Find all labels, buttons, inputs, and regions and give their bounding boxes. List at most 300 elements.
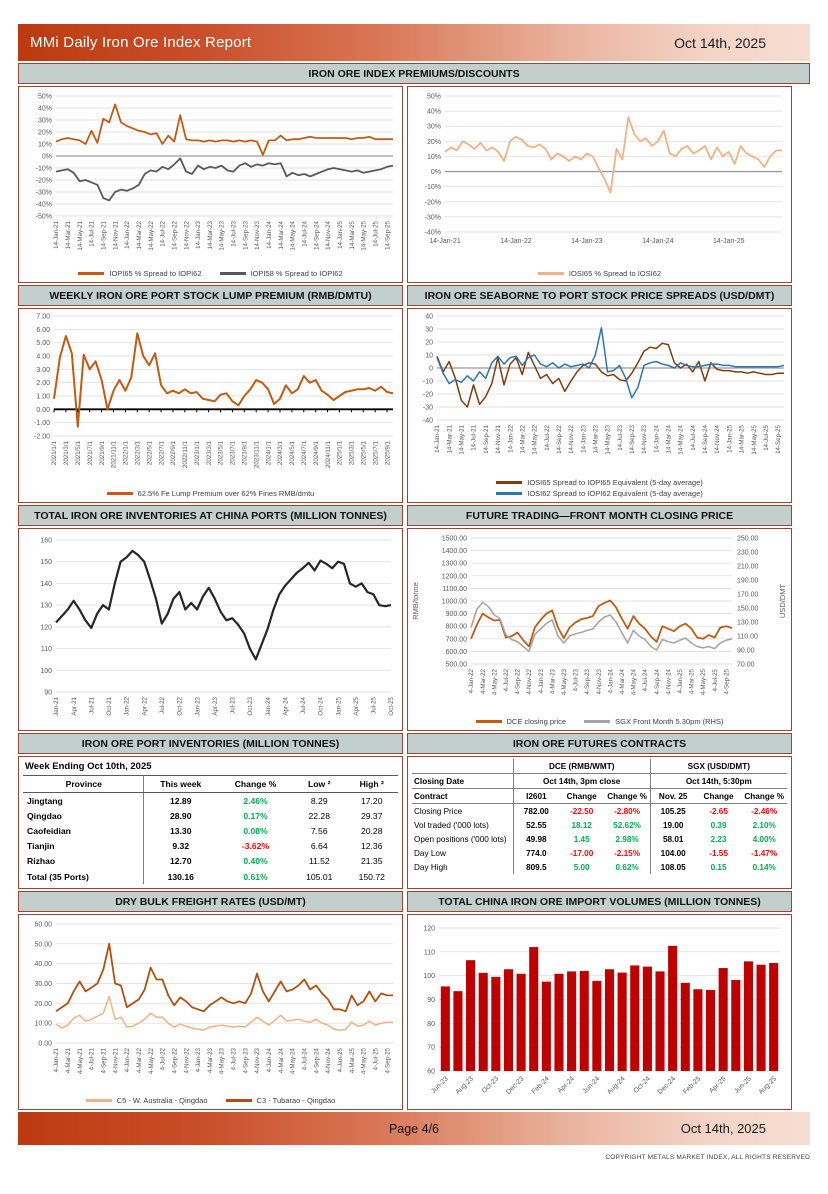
x-tick-label: 4-Jul-24 [642, 669, 650, 692]
report-page [0, 24, 828, 1161]
legend-label: IOSI65 % Spread to IOSI62 [568, 269, 662, 278]
x-tick-label: 14-Jul-21 [470, 425, 478, 451]
import-bar [542, 982, 551, 1071]
legend-label: C5 - W. Australia - Qingdao [116, 1096, 208, 1105]
x-tick-label: 4-May-23 [218, 1048, 226, 1075]
change-cell: 0.17% [243, 810, 268, 821]
section-header-inventories [18, 505, 403, 526]
x-tick-label: 4-May-23 [561, 669, 568, 696]
futures-canvas [409, 530, 790, 708]
svg-text:40.00: 40.00 [34, 961, 52, 969]
legend-label: 62.5% Fe Lump Premium over 62% Fines RMB/dmtu [137, 489, 315, 498]
svg-text:20.00: 20.00 [34, 1000, 52, 1008]
import-bar [580, 971, 589, 1071]
svg-text:110.00: 110.00 [737, 633, 758, 641]
closing-date-value: Oct 14th, 5:30pm [650, 774, 787, 789]
x-tick-label: 14-Jan-24 [642, 238, 674, 245]
lump-premium-chart-panel [18, 308, 403, 503]
legend-item-iosi65-spread-to-iosi62 [538, 269, 661, 278]
x-tick-label: 2022/3/1 [134, 441, 142, 466]
import-bar [491, 977, 500, 1071]
svg-text:1400.00: 1400.00 [441, 548, 467, 556]
iosi-spread-chart-panel [407, 86, 792, 283]
futures-table-row [412, 846, 787, 860]
dce-value: 809.5 [513, 860, 559, 874]
series-c3-tubarao-qingdao [56, 944, 393, 1012]
x-tick-label: 14-Jan-25 [336, 221, 344, 249]
svg-text:-20%: -20% [35, 177, 52, 185]
legend-item-sgx-front-month-5-30pm-rhs [584, 717, 723, 726]
x-tick-label: 4-Jan-24 [607, 669, 615, 694]
dce-value: 49.98 [513, 832, 559, 846]
import-bar [504, 969, 513, 1071]
x-tick-label: 14-Sep-21 [482, 425, 490, 454]
x-tick-label: 4-May-24 [630, 669, 638, 696]
seaborne-spread-legend [496, 478, 703, 501]
x-tick-label: 4-Jul-24 [301, 1048, 309, 1071]
closing-date-value: Oct 14th, 3pm close [513, 774, 650, 789]
svg-text:10%: 10% [426, 153, 441, 161]
import-bar [567, 971, 576, 1071]
svg-text:2.00: 2.00 [36, 380, 50, 388]
x-tick-label: 2021/9/1 [98, 441, 106, 466]
x-tick-label: Jul-23 [229, 697, 237, 714]
x-tick-label: Oct-21 [106, 697, 114, 716]
x-tick-label: 14-Sep-25 [384, 221, 392, 250]
x-tick-label: 14-Jul-23 [616, 425, 624, 451]
import-bar [554, 974, 563, 1071]
x-tick-label: 4-Jul-21 [88, 1048, 96, 1071]
y2-axis-title: USD/DMT [778, 583, 787, 619]
this-week-cell: 9.32 [172, 841, 190, 852]
x-tick-label: 2022/5/1 [146, 441, 154, 466]
x-tick-label: 2024/11/1 [324, 441, 332, 469]
x-tick-label: 4-Sep-24 [653, 669, 661, 695]
svg-text:1.00: 1.00 [36, 393, 50, 401]
y-axis-title: RMB/tonne [411, 582, 420, 620]
x-tick-label: 2022/7/1 [158, 441, 166, 466]
inventories-chart-panel [18, 528, 403, 731]
x-tick-label: 14-Mar-21 [65, 221, 73, 250]
row-label: Day Low [414, 848, 446, 858]
svg-text:-40: -40 [422, 417, 433, 425]
x-tick-label: 4-Sep-22 [514, 669, 522, 695]
svg-text:5.00: 5.00 [36, 340, 50, 348]
import-bar [529, 947, 538, 1071]
freight-chart [20, 916, 401, 1087]
x-tick-label: 14-Jul-24 [689, 425, 697, 451]
legend-swatch [220, 272, 246, 275]
section-title: IRON ORE FUTURES CONTRACTS [512, 737, 687, 750]
section-header-freight [18, 891, 403, 912]
svg-text:120: 120 [423, 925, 435, 933]
sgx-value: -2.65 [709, 806, 728, 816]
svg-text:170.00: 170.00 [737, 591, 759, 599]
x-tick-label: 2024/9/1 [312, 441, 320, 466]
x-tick-label: 4-Jan-23 [537, 669, 545, 694]
futures-table-row [412, 860, 787, 874]
port-inventories-table [23, 776, 398, 884]
province-cell: Caofeidian [23, 823, 143, 838]
x-tick-label: 4-Nov-21 [112, 1048, 120, 1074]
x-tick-label: 2021/3/1 [63, 441, 71, 466]
x-tick-label: 14-Nov-21 [495, 425, 503, 454]
svg-text:140: 140 [40, 580, 52, 588]
x-tick-label: 14-May-23 [604, 425, 612, 455]
iopi-spread-legend [78, 269, 342, 281]
svg-text:1200.00: 1200.00 [441, 573, 467, 581]
report-header [18, 24, 810, 61]
svg-text:1100.00: 1100.00 [442, 585, 467, 593]
dce-value: 5.00 [573, 862, 590, 872]
legend-swatch [476, 720, 502, 723]
svg-text:80: 80 [427, 1020, 435, 1028]
import-bar [517, 974, 526, 1071]
svg-text:600.00: 600.00 [445, 648, 467, 656]
inventories-canvas [20, 530, 401, 728]
sgx-value: -2.46% [751, 806, 778, 816]
import-bar [605, 969, 614, 1071]
x-tick-label: 14-Jan-24 [266, 221, 274, 249]
x-tick-label: 4-Jan-24 [266, 1048, 274, 1073]
futures-chart-legend [476, 717, 724, 729]
import-bar [453, 991, 462, 1071]
x-tick-label: 2022/9/1 [170, 441, 178, 466]
svg-text:40%: 40% [37, 105, 52, 113]
x-tick-label: 4-May-22 [491, 669, 499, 696]
row-label: Vol traded ('000 lots) [414, 820, 489, 830]
svg-text:-20%: -20% [424, 199, 441, 207]
legend-item-iopi65-spread-to-iopi62 [78, 269, 201, 278]
futures-table-row [412, 818, 787, 832]
svg-text:50.00: 50.00 [34, 941, 52, 949]
x-tick-label: 2025/1/1 [336, 441, 344, 466]
x-tick-label: Dec-24 [656, 1075, 678, 1096]
svg-text:10%: 10% [37, 141, 52, 149]
svg-text:-10%: -10% [35, 165, 52, 173]
high-cell: 29.37 [360, 810, 383, 821]
low-cell: 8.29 [310, 795, 328, 806]
x-tick-label: 14-Nov-23 [254, 221, 262, 250]
port-table-row [23, 869, 398, 884]
series-iosi65-spread-to-iosi62 [445, 117, 782, 193]
contract-label: Contract [412, 789, 513, 804]
week-ending-label: Week Ending Oct 10th, 2025 [23, 759, 398, 776]
x-tick-label: Oct-23 [480, 1075, 501, 1095]
section-title: IRON ORE SEABORNE TO PORT STOCK PRICE SPREADS (USD/DMT) [424, 289, 775, 302]
svg-text:90: 90 [44, 689, 52, 697]
x-tick-label: 14-Jan-24 [653, 425, 661, 453]
x-tick-label: 2023/3/1 [205, 441, 213, 466]
section-header-futures-table [407, 733, 792, 754]
import-bar [693, 989, 702, 1071]
import-bar [744, 961, 753, 1071]
series-62-5-fe-lump-premium-over-62-fines-rmb-dmtu [54, 333, 393, 426]
dce-value: -17.00 [570, 848, 594, 858]
svg-text:0%: 0% [41, 153, 52, 161]
x-tick-label: 14-May-24 [677, 425, 685, 455]
x-tick-label: Apr-23 [211, 697, 219, 716]
x-tick-label: 4-Jan-22 [124, 1048, 132, 1073]
sgx-value: 4.00% [752, 834, 776, 844]
svg-text:-10%: -10% [424, 184, 441, 192]
empty-cell [412, 759, 513, 774]
x-tick-label: 14-May-21 [76, 221, 84, 251]
x-tick-label: 14-May-24 [289, 221, 297, 251]
x-tick-label: Jan-24 [264, 697, 272, 716]
port-table-row [23, 839, 398, 854]
lump-canvas [20, 310, 401, 482]
svg-text:-30%: -30% [424, 214, 441, 222]
x-tick-label: Oct-25 [388, 697, 396, 716]
x-tick-label: 14-Jan-22 [507, 425, 515, 453]
iosi-spread-legend [538, 269, 661, 281]
sgx-value: 0.39 [710, 820, 727, 830]
x-tick-label: 4-Nov-24 [665, 669, 673, 695]
svg-text:60.00: 60.00 [34, 921, 52, 929]
x-tick-label: 4-Mar-25 [688, 669, 696, 695]
change-cell: 0.08% [243, 825, 268, 836]
x-tick-label: 14-Sep-23 [629, 425, 637, 454]
row-label: Day High [414, 862, 448, 872]
sgx-value: 108.05 [650, 860, 696, 874]
legend-item-c3-tubarao-qingdao [226, 1096, 336, 1105]
x-tick-label: Apr-24 [556, 1075, 577, 1095]
x-tick-label: 4-Nov-22 [183, 1048, 191, 1074]
section-title: TOTAL IRON ORE INVENTORIES AT CHINA PORTS (MILLION TONNES) [34, 509, 387, 522]
x-tick-label: 14-Jan-25 [726, 425, 734, 453]
series-sgx-front-month-5-30pm-rhs [471, 602, 732, 651]
x-tick-label: 14-Sep-24 [313, 221, 321, 250]
x-tick-label: 2021/5/1 [74, 441, 82, 466]
x-tick-label: 14-Jan-23 [571, 238, 603, 245]
section-header-imports [407, 891, 792, 912]
x-tick-label: 4-May-21 [76, 1048, 84, 1075]
import-bar [706, 990, 715, 1071]
footer-date: Oct 14th, 2025 [680, 1121, 766, 1136]
sgx-value: 0.14% [752, 862, 776, 872]
port-col-header: Province [23, 776, 143, 793]
dce-value: 782.00 [513, 804, 559, 819]
x-tick-label: Jan-22 [123, 697, 131, 716]
legend-swatch [226, 1099, 252, 1102]
series-dce-closing-price [471, 600, 732, 646]
freight-chart-legend [86, 1096, 336, 1108]
x-tick-label: 4-Sep-25 [384, 1048, 392, 1074]
x-tick-label: 14-May-23 [218, 221, 226, 251]
x-tick-label: 14-Jul-22 [543, 425, 551, 451]
x-tick-label: 14-Jul-22 [159, 221, 167, 247]
futures-table-row [412, 832, 787, 846]
svg-text:110: 110 [423, 949, 435, 957]
lump-premium-chart [20, 310, 401, 482]
svg-text:120: 120 [40, 624, 52, 632]
x-tick-label: Feb-24 [530, 1075, 551, 1096]
x-tick-label: 14-May-22 [147, 221, 155, 251]
svg-text:50%: 50% [426, 93, 441, 101]
change-header: Change [559, 789, 605, 804]
legend-item-iosi65-spread-to-iopi65-equivalent-5-day-average [496, 478, 703, 487]
svg-text:-40%: -40% [35, 201, 52, 209]
x-tick-label: 14-May-25 [750, 425, 758, 455]
seaborne-spread-chart [409, 310, 790, 466]
change-cell: 0.40% [243, 856, 268, 867]
svg-text:1300.00: 1300.00 [441, 560, 467, 568]
change-header: Change [696, 789, 742, 804]
import-bar [719, 968, 728, 1071]
x-tick-label: 14-Mar-22 [519, 425, 527, 454]
x-tick-label: Jun-24 [581, 1075, 602, 1096]
x-tick-label: 2021/11/1 [110, 441, 118, 469]
x-tick-label: 14-Jul-23 [230, 221, 238, 247]
province-cell: Rizhao [23, 854, 143, 869]
x-tick-label: 14-Jan-22 [500, 238, 532, 245]
series-iopi65-spread-to-iopi62 [56, 104, 393, 154]
section-header-seaborne [407, 285, 792, 306]
x-tick-label: 4-Nov-23 [595, 669, 603, 695]
x-tick-label: Jun-23 [430, 1075, 450, 1096]
x-tick-label: 4-Nov-24 [325, 1048, 333, 1074]
svg-text:7.00: 7.00 [36, 313, 50, 321]
series-c5-w-australia-qingdao [56, 996, 393, 1030]
svg-text:190.00: 190.00 [737, 577, 759, 585]
svg-text:50%: 50% [37, 93, 52, 101]
section-header-port-table [18, 733, 403, 754]
freight-canvas [20, 916, 401, 1087]
sgx-value: 2.10% [752, 820, 776, 830]
x-tick-label: 14-Sep-23 [242, 221, 250, 250]
svg-text:210.00: 210.00 [737, 563, 759, 571]
svg-text:20: 20 [425, 339, 433, 347]
change-cell: -3.62% [241, 841, 270, 852]
x-tick-label: 14-May-22 [531, 425, 539, 455]
sgx-value: 105.25 [650, 804, 696, 819]
legend-label: SGX Front Month 5.30pm (RHS) [615, 717, 724, 726]
x-tick-label: 4-Jul-22 [159, 1048, 167, 1071]
x-tick-label: 4-Mar-22 [135, 1048, 143, 1074]
svg-text:40%: 40% [426, 108, 441, 116]
port-col-header: Low ² [293, 776, 346, 793]
x-tick-label: 2023/7/1 [229, 441, 237, 466]
import-bar [757, 965, 766, 1071]
svg-text:20%: 20% [426, 138, 441, 146]
svg-text:0%: 0% [430, 169, 441, 177]
x-tick-label: Oct-22 [176, 697, 184, 716]
footer-bar [18, 1112, 810, 1145]
x-tick-label: Apr-25 [352, 697, 360, 716]
dce-value: 18.12 [571, 820, 592, 830]
legend-label: DCE closing price [506, 717, 567, 726]
imports-canvas [409, 916, 790, 1107]
sgx-value: -1.55 [709, 848, 728, 858]
port-table-row [23, 854, 398, 869]
x-tick-label: 2022/11/1 [182, 441, 190, 469]
premiums_left-canvas [20, 88, 401, 262]
series-iosi65-spread-to-iopi65-equivalent-5-day-average [437, 343, 784, 407]
x-tick-label: 14-Sep-25 [775, 425, 783, 454]
x-tick-label: 4-Sep-24 [313, 1048, 321, 1074]
premiums_right-canvas [409, 88, 790, 262]
legend-swatch [107, 492, 133, 495]
exchange-header: SGX (USD/DMT) [650, 759, 787, 774]
svg-text:30.00: 30.00 [34, 981, 52, 988]
low-cell: 6.64 [310, 841, 328, 852]
section-title: DRY BULK FREIGHT RATES (USD/MT) [115, 895, 306, 908]
dce-value: 1.45 [573, 834, 590, 844]
x-tick-label: Jun-25 [733, 1075, 753, 1096]
x-tick-label: 14-Jan-23 [580, 425, 588, 453]
x-tick-label: 2023/5/1 [217, 441, 225, 466]
import-bar [592, 981, 601, 1071]
change-cell: 2.46% [243, 795, 268, 806]
x-tick-label: 2025/5/1 [360, 441, 368, 466]
legend-label: IOSI62 Spread to IOPI62 Equivalent (5-day average) [527, 489, 703, 498]
x-tick-label: 4-Mar-24 [277, 1048, 285, 1074]
x-tick-label: 4-Mar-25 [348, 1048, 356, 1074]
legend-item-iosi62-spread-to-iopi62-equivalent-5-day-average [496, 489, 703, 498]
iosi-spread-chart [409, 88, 790, 262]
x-tick-label: 4-Jan-25 [677, 669, 684, 694]
x-tick-label: Aug-23 [454, 1075, 475, 1096]
svg-text:900.00: 900.00 [445, 611, 467, 619]
x-tick-label: 14-Mar-24 [665, 425, 673, 454]
x-tick-label: 2022/1/1 [122, 441, 130, 466]
dce-value: -2.80% [614, 806, 641, 816]
section-header-lump [18, 285, 403, 306]
x-tick-label: 4-Sep-23 [584, 669, 592, 695]
svg-text:160: 160 [40, 537, 52, 545]
port-col-header: Change % [218, 776, 293, 793]
port-table-row [23, 808, 398, 823]
change-pct-header: Change % [741, 789, 787, 804]
svg-text:0.00: 0.00 [36, 406, 50, 414]
futures-contracts-panel [407, 756, 792, 889]
x-tick-label: Aug-25 [757, 1075, 779, 1096]
freight-chart-panel [18, 914, 403, 1110]
x-tick-label: 14-Jul-21 [88, 221, 96, 247]
x-tick-label: 4-Nov-23 [254, 1048, 262, 1074]
x-tick-label: Aug-24 [606, 1075, 627, 1096]
x-tick-label: 4-Mar-21 [65, 1048, 73, 1074]
import-bar [479, 973, 488, 1071]
x-tick-label: 14-Nov-22 [568, 425, 576, 454]
svg-text:1500.00: 1500.00 [441, 535, 467, 543]
svg-text:130.00: 130.00 [737, 619, 759, 627]
row-label: Closing Price [414, 806, 463, 816]
this-week-cell: 12.89 [169, 795, 192, 806]
legend-item-62-5-fe-lump-premium-over-62-fines-rmb-dmtu [107, 489, 315, 498]
import-bar [769, 963, 778, 1071]
import-bar [630, 965, 639, 1071]
svg-text:10.00: 10.00 [34, 1020, 52, 1028]
copyright-text: COPYRIGHT METALS MARKET INDEX, ALL RIGHTS RESERVED [605, 1154, 810, 1161]
dce-value: 0.62% [615, 862, 639, 872]
x-tick-label: Oct-23 [247, 697, 255, 716]
high-cell: 150.72 [358, 871, 385, 882]
series-iosi62-spread-to-iopi62-equivalent-5-day-average [437, 328, 784, 398]
svg-text:4.00: 4.00 [36, 353, 50, 361]
x-tick-label: 4-Sep-21 [100, 1048, 108, 1074]
import-bar [681, 983, 690, 1071]
series-iopi58-spread-to-iopi62 [56, 158, 393, 200]
port-inventories-panel [18, 756, 403, 889]
x-tick-label: 14-Sep-22 [171, 221, 179, 250]
import-bar [643, 967, 652, 1071]
x-tick-label: 2024/1/1 [265, 441, 273, 466]
this-week-cell: 130.16 [167, 871, 194, 882]
section-title: IRON ORE INDEX PREMIUMS/DISCOUNTS [308, 67, 520, 80]
inventories-chart [20, 530, 401, 728]
